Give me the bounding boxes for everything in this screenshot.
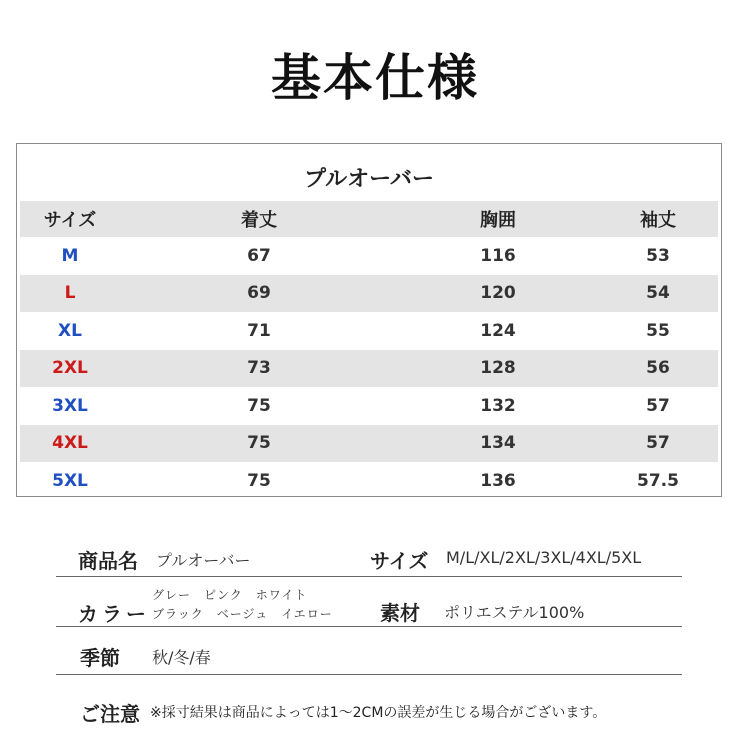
material-label: 素材 [380, 601, 420, 625]
row-size: 4XL [52, 433, 88, 454]
row-sleeve: 56 [646, 358, 670, 379]
color-options-line-1: グレー ピンク ホワイト [152, 588, 308, 602]
row-chest: 128 [480, 358, 516, 379]
row-length: 67 [247, 245, 271, 266]
row-chest: 136 [480, 470, 516, 491]
season-value: 秋/冬/春 [152, 648, 211, 667]
row-size: M [61, 245, 79, 266]
color-options-line-2: ブラック ベージュ イエロー [152, 607, 333, 621]
color-label: カラー [78, 602, 150, 626]
row-chest: 132 [480, 395, 516, 416]
table-row [20, 312, 718, 350]
row-chest: 120 [480, 283, 516, 304]
row-length: 75 [247, 395, 271, 416]
header-length: 着丈 [241, 210, 277, 231]
row-size: 2XL [52, 358, 88, 379]
row-sleeve: 57.5 [637, 470, 679, 491]
row-sleeve: 54 [646, 283, 670, 304]
table-row [20, 237, 718, 275]
material-value: ポリエステル100% [444, 603, 585, 622]
row-length: 75 [247, 470, 271, 491]
divider [56, 576, 682, 577]
row-size: XL [58, 320, 82, 341]
size-label: サイズ [370, 549, 429, 573]
row-sleeve: 57 [646, 395, 670, 416]
row-length: 71 [247, 320, 271, 341]
notice-label: ご注意 [80, 702, 140, 726]
product-name-label: 商品名 [78, 549, 138, 573]
size-chart [16, 143, 722, 497]
notice-text: ※採寸結果は商品によっては1〜2CMの誤差が生じる場合がございます。 [150, 705, 607, 721]
row-sleeve: 57 [646, 433, 670, 454]
page-title: 基本仕様 [271, 49, 479, 107]
row-sleeve: 55 [646, 320, 670, 341]
divider [56, 674, 682, 675]
row-size: 5XL [52, 470, 88, 491]
divider [56, 626, 682, 627]
header-size: サイズ [43, 210, 97, 231]
row-chest: 116 [480, 245, 516, 266]
row-length: 73 [247, 358, 271, 379]
product-name-value: プルオーバー [156, 551, 251, 570]
table-row [20, 425, 718, 463]
table-row [20, 387, 718, 425]
table-row [20, 462, 718, 500]
row-chest: 124 [480, 320, 516, 341]
row-size: 3XL [52, 395, 88, 416]
header-sleeve: 袖丈 [640, 210, 676, 231]
size-value: M/L/XL/2XL/3XL/4XL/5XL [446, 548, 642, 567]
row-sleeve: 53 [646, 245, 670, 266]
size-chart-title: プルオーバー [303, 167, 435, 192]
row-length: 75 [247, 433, 271, 454]
header-chest: 胸囲 [480, 210, 516, 231]
season-label: 季節 [80, 646, 120, 670]
row-chest: 134 [480, 433, 516, 454]
row-size: L [64, 283, 76, 304]
table-row [20, 350, 718, 388]
table-row [20, 275, 718, 313]
row-length: 69 [247, 283, 271, 304]
size-table [20, 201, 718, 500]
size-table-header [20, 201, 718, 237]
